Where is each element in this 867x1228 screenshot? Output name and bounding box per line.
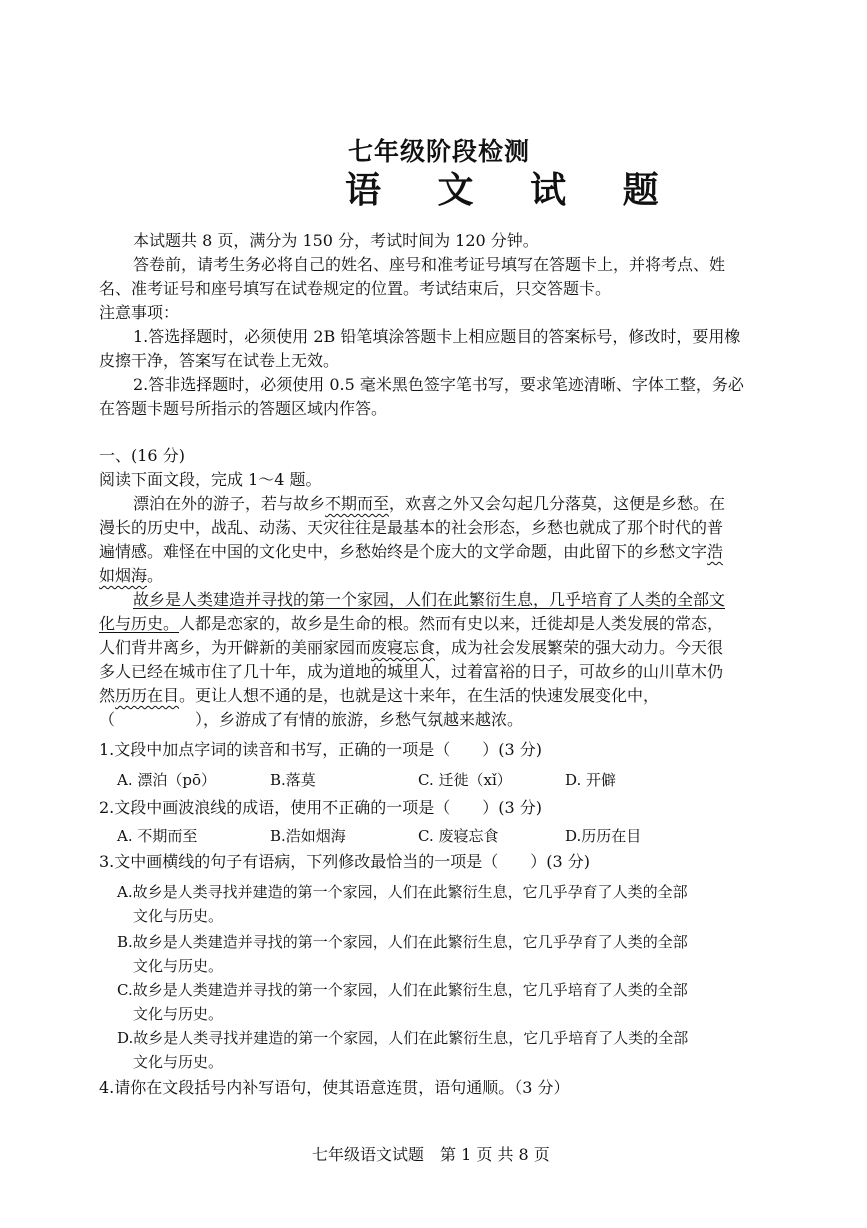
- passage-text: 。更让人想不通的是，也就是这十来年，在生活的快速发展变化中，: [179, 686, 660, 705]
- passage-text: 人都是恋家的，故乡是生命的根。然而有史以来，迁徙却是人类发展的常态，: [179, 614, 724, 633]
- choice-d-line2: 文化与历史。: [133, 1053, 224, 1071]
- option-c: C. 废寝忘食: [418, 827, 499, 845]
- underlined-sentence: 化与历史。: [99, 614, 180, 633]
- wavy-idiom: 浩: [707, 542, 724, 561]
- passage-line: [99, 566, 163, 586]
- passage-line: [99, 638, 723, 658]
- choice-d-line1: D.故乡是人类寻找并建造的第一个家园，人们在此繁衍生息，它几乎培育了人类的全部: [117, 1029, 689, 1047]
- passage-text: 漂泊在外的游子，若与故乡: [133, 494, 326, 513]
- option-d: D. 开僻: [565, 771, 617, 789]
- wavy-idiom: 废寝忘食: [371, 638, 436, 657]
- choice-b-line1: B.故乡是人类建造并寻找的第一个家园，人们在此繁衍生息，它几乎孕育了人类的全部: [117, 933, 688, 951]
- question-stem: 2.文段中画波浪线的成语，使用不正确的一项是（ ）(3 分): [99, 798, 543, 817]
- option-c: C. 迁徙（xǐ）: [418, 771, 512, 789]
- passage-text: 人们背井离乡，为开僻新的美丽家园而: [99, 638, 372, 657]
- passage-line: [99, 686, 659, 706]
- intro-line: 名、准考证号和座号填写在试卷规定的位置。考试结束后，只交答题卡。: [99, 279, 612, 298]
- passage-text: ，成为社会发展繁荣的强大动力。今天很: [435, 638, 724, 657]
- passage-line: （ ），乡游成了有情的旅游，乡愁气氛越来越浓。: [99, 710, 524, 729]
- option-d: D.历历在目: [565, 827, 642, 845]
- passage-text: 然: [99, 686, 116, 705]
- note-line: 2.答非选择题时，必须使用 0.5 毫米黑色签字笔书写，要求笔迹清晰、字体工整，务必: [133, 375, 744, 394]
- section-instruction: 阅读下面文段，完成 1～4 题。: [99, 470, 322, 489]
- passage-line: [99, 614, 723, 634]
- passage-line: [99, 542, 723, 562]
- subject-title: 语 文 试 题: [345, 169, 681, 211]
- choice-c-line2: 文化与历史。: [133, 1005, 224, 1023]
- page-footer: 七年级语文试题 第 1 页 共 8 页: [312, 1145, 550, 1164]
- passage-text: 。: [147, 566, 164, 585]
- choice-a-line2: 文化与历史。: [133, 907, 224, 925]
- question-stem: 3.文中画横线的句子有语病，下列修改最恰当的一项是（ ）(3 分): [99, 852, 591, 871]
- notes-label: 注意事项：: [99, 303, 180, 322]
- question-stem: 1.文段中加点字词的读音和书写，正确的一项是（ ）(3 分): [99, 740, 543, 759]
- note-line: 1.答选择题时，必须使用 2B 铅笔填涂答题卡上相应题目的答案标号，修改时，要用橡: [133, 327, 741, 346]
- exam-title: 七年级阶段检测: [348, 137, 531, 166]
- underlined-sentence: 故乡是人类建造并寻找的第一个家园，人们在此繁衍生息，几乎培育了人类的全部文: [133, 590, 726, 609]
- choice-c-line1: C.故乡是人类建造并寻找的第一个家园，人们在此繁衍生息，它几乎培育了人类的全部: [117, 981, 688, 999]
- option-a: A. 漂泊（pō）: [117, 771, 217, 789]
- passage-line: 漫长的历史中，战乱、动荡、天灾往往是最基本的社会形态，乡愁也就成了那个时代的普: [99, 518, 724, 537]
- wavy-idiom: 历历在目: [115, 686, 180, 705]
- passage-line: [133, 590, 725, 610]
- choice-a-line1: A.故乡是人类寻找并建造的第一个家园，人们在此繁衍生息，它几乎孕育了人类的全部: [117, 883, 688, 901]
- intro-line: 本试题共 8 页，满分为 150 分，考试时间为 120 分钟。: [133, 231, 539, 250]
- question-stem: 4.请你在文段括号内补写语句，使其语意连贯，语句通顺。（3 分）: [99, 1078, 570, 1097]
- intro-line: 答卷前，请考生务必将自己的姓名、座号和准考证号填写在答题卡上，并将考点、姓: [133, 255, 726, 274]
- section-heading: 一、(16 分): [99, 446, 185, 465]
- passage-text: 遍情感。难怪在中国的文化史中，乡愁始终是个庞大的文学命题，由此留下的乡愁文字: [99, 542, 708, 561]
- option-b: B.落莫: [270, 771, 316, 789]
- wavy-idiom: 如烟海: [99, 566, 148, 585]
- option-b: B.浩如烟海: [270, 827, 346, 845]
- passage-text: ，欢喜之外又会勾起几分落莫，这便是乡愁。在: [389, 494, 726, 513]
- passage-line: [133, 494, 725, 514]
- passage-line: 多人已经在城市住了几十年，成为道地的城里人，过着富裕的日子，可故乡的山川草木仍: [99, 662, 724, 681]
- note-line: 在答题卡题号所指示的答题区域内作答。: [99, 399, 388, 418]
- option-a: A. 不期而至: [117, 827, 198, 845]
- wavy-idiom: 不期而至: [325, 494, 390, 513]
- choice-b-line2: 文化与历史。: [133, 957, 224, 975]
- note-line: 皮擦干净，答案写在试卷上无效。: [99, 351, 340, 370]
